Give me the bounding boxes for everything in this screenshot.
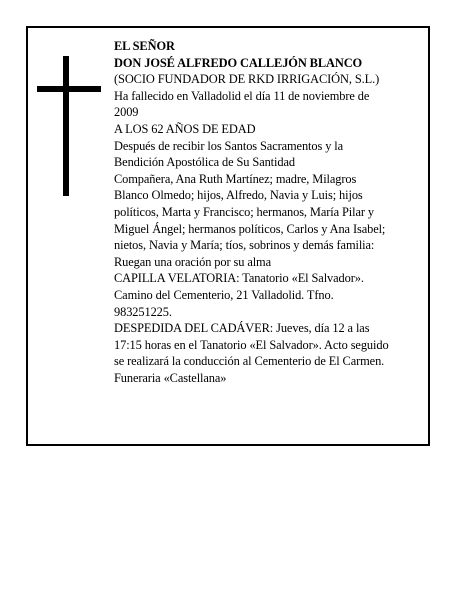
- death-line-2: 2009: [114, 105, 139, 120]
- chapel-line-3: 983251225.: [114, 304, 172, 319]
- cross-vertical-bar: [63, 56, 69, 196]
- sacraments-line-1: Después de recibir los Santos Sacramentos y la: [114, 138, 344, 153]
- farewell-line-1: DESPEDIDA DEL CADÁVER: Jueves, día 12 a las: [114, 321, 370, 336]
- family-line-5: nietos, Navia y María; tíos, sobrinos y demás familia:: [114, 238, 375, 253]
- chapel-line-1: CAPILLA VELATORIA: Tanatorio «El Salvador».: [114, 271, 364, 286]
- death-line-1: Ha fallecido en Valladolid el día 11 de noviembre de: [114, 88, 370, 103]
- cross-horizontal-bar: [37, 86, 101, 92]
- family-line-2: Blanco Olmedo; hijos, Alfredo, Navia y Luis; hijos: [114, 188, 363, 203]
- deceased-name: DON JOSÉ ALFREDO CALLEJÓN BLANCO: [114, 55, 363, 70]
- funeral-home: Funeraria «Castellana»: [114, 370, 227, 385]
- family-line-3: políticos, Marta y Francisco; hermanos, María Pilar y: [114, 204, 375, 219]
- family-line-4: Miguel Ángel; hermanos políticos, Carlos y Ana Isabel;: [114, 221, 386, 236]
- prayer-request: Ruegan una oración por su alma: [114, 254, 271, 269]
- age-line: A LOS 62 AÑOS DE EDAD: [114, 121, 256, 136]
- farewell-line-2: 17:15 horas en el Tanatorio «El Salvador». Acto seguido: [114, 337, 389, 352]
- heading-title: EL SEÑOR: [114, 39, 175, 53]
- latin-cross-icon: [37, 56, 101, 196]
- obituary-text: [114, 38, 434, 386]
- sacraments-line-2: Bendición Apostólica de Su Santidad: [114, 155, 295, 170]
- chapel-line-2: Camino del Cementerio, 21 Valladolid. Tfno.: [114, 287, 334, 302]
- family-line-1: Compañera, Ana Ruth Martínez; madre, Milagros: [114, 171, 357, 186]
- affiliation: (SOCIO FUNDADOR DE RKD IRRIGACIÓN, S.L.): [114, 72, 380, 87]
- farewell-line-3: se realizará la conducción al Cementerio de El Carmen.: [114, 354, 385, 369]
